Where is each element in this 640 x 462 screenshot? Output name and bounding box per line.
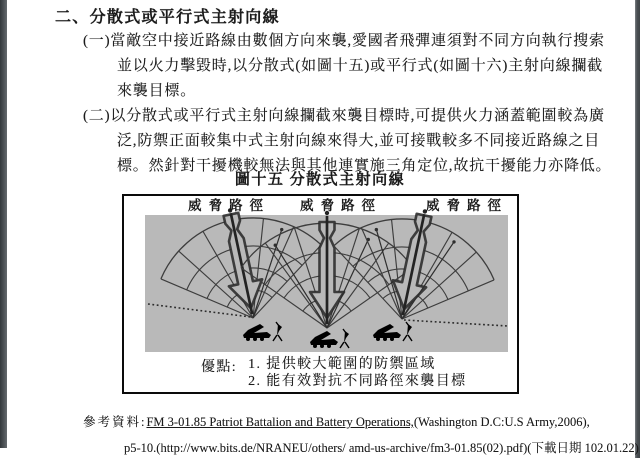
figure-15-diagram [122, 194, 519, 394]
paragraph-2-line-2: 泛,防禦正面較集中式主射向線來得大,並可接戰較多不同接近路線之目 [117, 133, 601, 149]
advantages-block [201, 356, 467, 390]
paragraph-1-line-1: (一)當敵空中接近路線由數個方向來襲,愛國者飛彈連須對不同方向執行搜索 [83, 33, 605, 49]
advantage-item-2: 2. 能有效對抗不同路徑來襲目標 [248, 374, 467, 389]
footnote-reference-rest: (Washington D.C:U.S Army,2006), [413, 415, 590, 429]
page-edge-left [0, 0, 7, 448]
advantage-item-1: 1. 提供較大範圍的防禦區域 [248, 357, 436, 372]
footnote-line-2: p5-10.(http://www.bits.de/NRANEU/others/ amd-us-archive/fm3-01.85(02).pdf)(下載日期 102.01.22) [124, 441, 639, 455]
paragraph-2-line-1: (二)以分散式或平行式主射向線攔截來襲目標時,可提供火力涵蓋範圍較為廣 [83, 108, 605, 124]
footnote-line-1 [83, 412, 590, 430]
footnote-prefix: 參考資料: [83, 415, 147, 429]
paragraph-1-line-3: 來襲目標。 [117, 83, 197, 99]
section-heading: 二、分散式或平行式主射向線 [55, 9, 280, 26]
threat-path-label-right: 威脅路徑 [426, 198, 508, 213]
page-edge-right [635, 0, 640, 458]
threat-path-label-middle: 威脅路徑 [300, 198, 382, 213]
paragraph-2-line-3: 標。然針對干擾機較無法與其他連實施三角定位,故抗干擾能力亦降低。 [117, 158, 612, 174]
threat-path-label-left: 威脅路徑 [188, 198, 270, 213]
footnote-reference-title: FM 3-01.85 Patriot Battalion and Battery Operations, [146, 415, 414, 429]
advantages-label: 優點: [201, 360, 238, 375]
figure-caption: 圖十五 分散式主射向線 [234, 172, 406, 188]
paragraph-1-line-2: 並以火力擊毀時,以分散式(如圖十五)或平行式(如圖十六)主射向線攔截 [117, 58, 603, 74]
